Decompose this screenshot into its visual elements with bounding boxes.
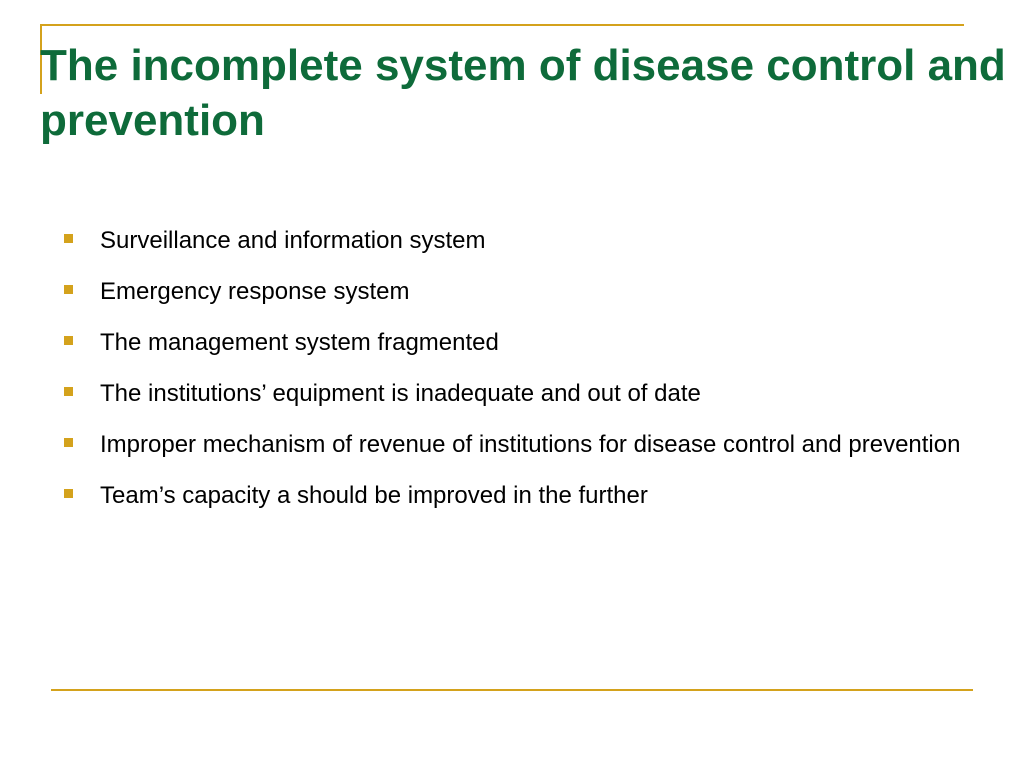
square-bullet-icon: [64, 438, 73, 447]
slide-title: The incomplete system of disease control and prevention: [40, 41, 1006, 145]
square-bullet-icon: [64, 387, 73, 396]
bullet-item: [62, 422, 992, 467]
bullet-list: [62, 218, 992, 524]
bullet-item: [62, 269, 992, 314]
square-bullet-icon: [64, 336, 73, 345]
bottom-divider: [51, 689, 973, 691]
bullet-text: The institutions’ equipment is inadequate and out of date: [100, 380, 701, 407]
bullet-item: [62, 218, 992, 263]
bullet-text: Team’s capacity a should be improved in the further: [100, 482, 648, 509]
top-divider: [40, 24, 964, 26]
bullet-text: Improper mechanism of revenue of institutions for disease control and prevention: [100, 431, 961, 458]
bullet-item: [62, 371, 992, 416]
bullet-text: Emergency response system: [100, 278, 410, 305]
bullet-text: Surveillance and information system: [100, 227, 486, 254]
square-bullet-icon: [64, 234, 73, 243]
bullet-item: [62, 320, 992, 365]
bullet-item: [62, 473, 992, 518]
square-bullet-icon: [64, 285, 73, 294]
bullet-text: The management system fragmented: [100, 329, 499, 356]
square-bullet-icon: [64, 489, 73, 498]
